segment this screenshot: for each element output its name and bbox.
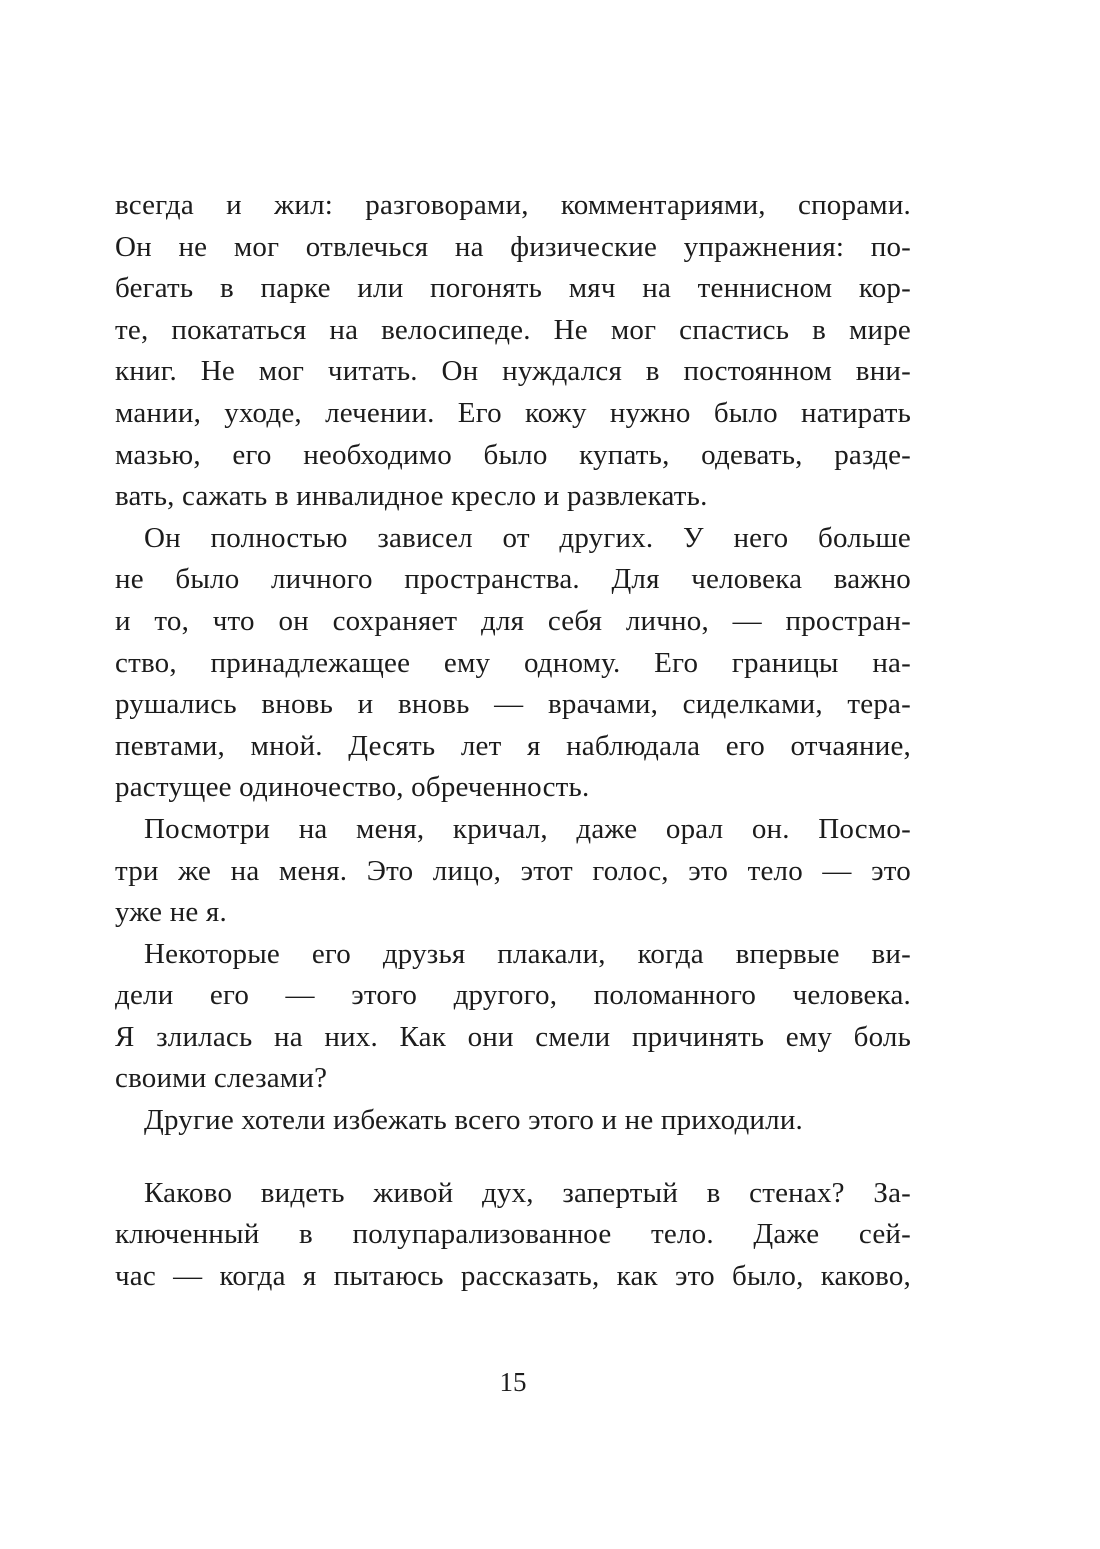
text-line: рушались вновь и вновь — врачами, сиделками, тера- (115, 688, 911, 721)
text-line: те, покататься на велосипеде. Не мог спастись в мире (115, 313, 911, 346)
text-line: вать, сажать в инвалидное кресло и развлекать. (115, 480, 708, 513)
body-text (115, 185, 911, 1297)
text-line: Он полностью зависел от других. У него больше (144, 521, 911, 554)
text-line: и то, что он сохраняет для себя лично, — простран- (115, 604, 911, 637)
text-line: Другие хотели избежать всего этого и не приходили. (144, 1104, 803, 1137)
text-line: певтами, мной. Десять лет я наблюдала его отчаяние, (115, 729, 911, 762)
text-line: Некоторые его друзья плакали, когда впервые ви- (144, 937, 911, 970)
text-line: час — когда я пытаюсь рассказать, как это было, каково, (115, 1259, 911, 1292)
text-line: бегать в парке или погонять мяч на теннисном кор- (115, 272, 911, 305)
text-line: уже не я. (115, 896, 227, 929)
text-line: Он не мог отвлечься на физические упражнения: по- (115, 230, 911, 263)
text-line: Посмотри на меня, кричал, даже орал он. Посмо- (144, 812, 911, 845)
text-line: три же на меня. Это лицо, этот голос, это тело — это (115, 854, 911, 887)
text-line: растущее одиночество, обреченность. (115, 771, 590, 804)
page-number: 15 (499, 1367, 527, 1397)
text-line: всегда и жил: разговорами, комментариями, спорами. (115, 189, 911, 221)
text-line: книг. Не мог читать. Он нуждался в постоянном вни- (115, 355, 911, 388)
text-line: дели его — этого другого, поломанного человека. (115, 979, 911, 1012)
text-line: Каково видеть живой дух, запертый в стенах? За- (144, 1176, 911, 1209)
text-line: ключенный в полупарализованное тело. Даже сей- (115, 1218, 911, 1251)
text-line: ство, принадлежащее ему одному. Его границы на- (115, 646, 911, 679)
text-line: не было личного пространства. Для человека важно (115, 563, 911, 596)
text-line: Я злилась на них. Как они смели причинять ему боль (115, 1020, 911, 1053)
text-line: мании, уходе, лечении. Его кожу нужно было натирать (115, 396, 911, 429)
text-line: своими слезами? (115, 1062, 328, 1095)
text-line: мазью, его необходимо было купать, одевать, разде- (115, 438, 911, 471)
